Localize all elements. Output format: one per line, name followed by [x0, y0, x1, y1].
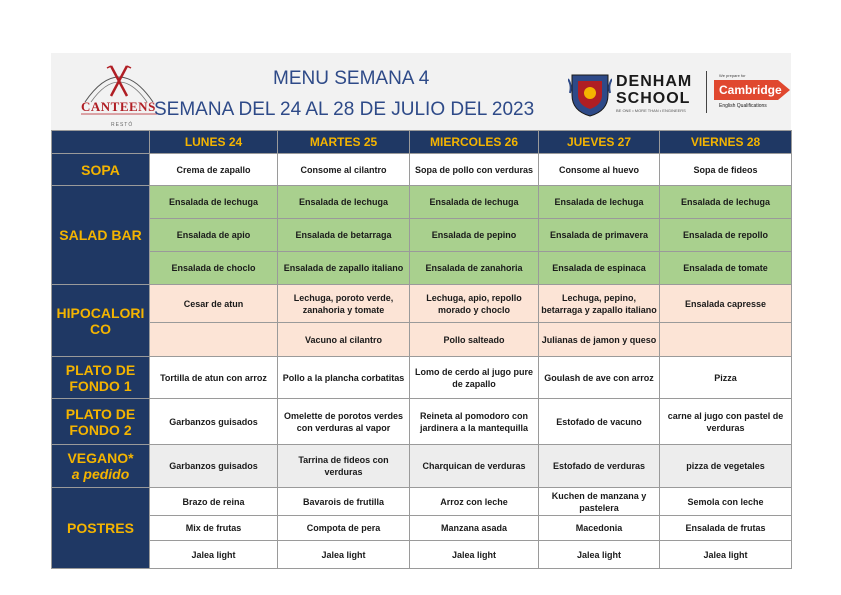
menu-cell: Ensalada capresse: [660, 285, 792, 323]
logo-divider: [706, 71, 707, 113]
plato1-row: [52, 357, 792, 399]
menu-cell: Omelette de porotos verdes con verduras al vapor: [278, 399, 410, 445]
menu-cell: Consome al cilantro: [278, 154, 410, 186]
menu-cell: Pollo a la plancha corbatitas: [278, 357, 410, 399]
menu-cell: Ensalada de choclo: [150, 252, 278, 285]
menu-cell: Julianas de jamon y queso: [539, 323, 660, 357]
salad-row: [52, 186, 792, 219]
day-header-row: [52, 131, 792, 154]
category-hipocalorico: HIPOCALORI CO: [52, 285, 150, 357]
menu-cell: Brazo de reina: [150, 488, 278, 516]
postres-row: [52, 516, 792, 541]
menu-cell: Jalea light: [539, 541, 660, 569]
menu-cell: Reineta al pomodoro con jardinera a la mantequilla: [410, 399, 539, 445]
category-sopa: SOPA: [52, 154, 150, 186]
header-banner: [51, 53, 791, 130]
menu-cell: Ensalada de lechuga: [278, 186, 410, 219]
category-vegano: [52, 445, 150, 488]
school-crest-icon: [568, 71, 612, 117]
day-header: JUEVES 27: [539, 131, 660, 154]
menu-cell: Garbanzos guisados: [150, 399, 278, 445]
menu-cell: Lechuga, poroto verde, zanahoria y tomate: [278, 285, 410, 323]
menu-cell: Ensalada de repollo: [660, 219, 792, 252]
week-subtitle: SEMANA DEL 24 AL 28 DE JULIO DEL 2023: [154, 99, 535, 120]
corner-cell: [52, 131, 150, 154]
menu-cell: Cesar de atun: [150, 285, 278, 323]
school-tagline: BE ONE • MORE THAN • ENGINEERS: [616, 108, 686, 113]
menu-cell: Jalea light: [278, 541, 410, 569]
menu-cell: carne al jugo con pastel de verduras: [660, 399, 792, 445]
menu-cell: Garbanzos guisados: [150, 445, 278, 488]
salad-row: [52, 252, 792, 285]
school-name-line2: SCHOOL: [616, 90, 691, 107]
menu-cell: Ensalada de tomate: [660, 252, 792, 285]
menu-cell: Jalea light: [410, 541, 539, 569]
menu-cell: Estofado de verduras: [539, 445, 660, 488]
menu-cell: Lomo de cerdo al jugo pure de zapallo: [410, 357, 539, 399]
category-plato-fondo-1: PLATO DE FONDO 1: [52, 357, 150, 399]
menu-cell: Tortilla de atun con arroz: [150, 357, 278, 399]
postres-row: [52, 488, 792, 516]
sopa-row: [52, 154, 792, 186]
vegano-note: a pedido: [71, 466, 130, 482]
menu-cell: Pollo salteado: [410, 323, 539, 357]
cambridge-brand-text: Cambridge: [719, 83, 782, 97]
canteen-sub: RESTÓ: [111, 122, 134, 128]
menu-cell: Ensalada de primavera: [539, 219, 660, 252]
menu-cell: pizza de vegetales: [660, 445, 792, 488]
canteen-logo-icon: [77, 58, 161, 128]
menu-cell: Tarrina de fideos con verduras: [278, 445, 410, 488]
vegano-row: [52, 445, 792, 488]
category-plato-fondo-2: PLATO DE FONDO 2: [52, 399, 150, 445]
menu-cell: Ensalada de zanahoria: [410, 252, 539, 285]
hipocalorico-row: [52, 323, 792, 357]
day-header: LUNES 24: [150, 131, 278, 154]
menu-cell: Bavarois de frutilla: [278, 488, 410, 516]
menu-cell: Kuchen de manzana y pastelera: [539, 488, 660, 516]
menu-cell: Consome al huevo: [539, 154, 660, 186]
menu-cell: Jalea light: [150, 541, 278, 569]
cambridge-logo-icon: [714, 80, 790, 100]
menu-cell: Sopa de fideos: [660, 154, 792, 186]
menu-cell: [150, 323, 278, 357]
plato2-row: [52, 399, 792, 445]
menu-cell: Ensalada de zapallo italiano: [278, 252, 410, 285]
cambridge-pretext: We prepare for: [719, 73, 746, 78]
menu-cell: Ensalada de espinaca: [539, 252, 660, 285]
menu-cell: Vacuno al cilantro: [278, 323, 410, 357]
menu-cell: Estofado de vacuno: [539, 399, 660, 445]
menu-cell: Lechuga, apio, repollo morado y choclo: [410, 285, 539, 323]
menu-cell: Ensalada de pepino: [410, 219, 539, 252]
menu-cell: Arroz con leche: [410, 488, 539, 516]
menu-cell: Jalea light: [660, 541, 792, 569]
salad-row: [52, 219, 792, 252]
category-salad-bar: SALAD BAR: [52, 186, 150, 285]
vegano-label: VEGANO*: [67, 450, 134, 466]
menu-cell: Compota de pera: [278, 516, 410, 541]
canteen-brand: CANTEENS: [81, 99, 156, 114]
menu-cell: Ensalada de lechuga: [539, 186, 660, 219]
menu-cell: Goulash de ave con arroz: [539, 357, 660, 399]
day-header: VIERNES 28: [660, 131, 792, 154]
menu-cell: Lechuga, pepino, betarraga y zapallo italiano: [539, 285, 660, 323]
menu-cell: Ensalada de lechuga: [410, 186, 539, 219]
menu-cell: Ensalada de frutas: [660, 516, 792, 541]
hipocalorico-row: [52, 285, 792, 323]
menu-cell: Ensalada de apio: [150, 219, 278, 252]
postres-row: [52, 541, 792, 569]
menu-cell: Mix de frutas: [150, 516, 278, 541]
menu-cell: Semola con leche: [660, 488, 792, 516]
menu-cell: Sopa de pollo con verduras: [410, 154, 539, 186]
category-postres: POSTRES: [52, 488, 150, 569]
cambridge-subtext: English Qualifications: [719, 103, 767, 109]
menu-cell: Ensalada de betarraga: [278, 219, 410, 252]
menu-cell: Charquican de verduras: [410, 445, 539, 488]
menu-cell: [660, 323, 792, 357]
menu-cell: Crema de zapallo: [150, 154, 278, 186]
school-name-line1: DENHAM: [616, 73, 693, 90]
menu-table: [51, 130, 792, 569]
menu-title: MENU SEMANA 4: [273, 68, 430, 89]
day-header: MARTES 25: [278, 131, 410, 154]
menu-cell: Macedonia: [539, 516, 660, 541]
day-header: MIERCOLES 26: [410, 131, 539, 154]
menu-cell: Pizza: [660, 357, 792, 399]
menu-cell: Manzana asada: [410, 516, 539, 541]
menu-cell: Ensalada de lechuga: [150, 186, 278, 219]
menu-cell: Ensalada de lechuga: [660, 186, 792, 219]
